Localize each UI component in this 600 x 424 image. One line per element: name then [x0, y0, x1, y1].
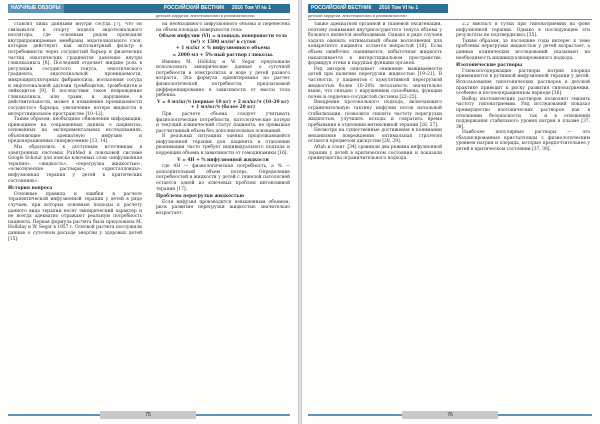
paragraph: Если инфузия производится повышенным объемом, риск развития перегрузки жидкостью значительно возрастает. — [156, 199, 290, 216]
page-footer — [0, 409, 298, 421]
journal-subtitle: детской хирургии, анестезиологии и реаниматологии — [308, 13, 407, 18]
issue-label: 2016 Том VI № 1 — [378, 5, 419, 11]
section-heading: Проблема перегрузки жидкостью — [156, 194, 244, 200]
journal-subtitle: детской хирургии, анестезиологии и реаниматологии — [156, 13, 255, 18]
paragraph: Таким образом, за последние годы интерес к теме проблемы перегрузки жидкостью у детей возрастает, а данные клинических исследований указывают на необходимость индивидуализированного подхода. — [456, 38, 590, 61]
text-column-2 — [456, 22, 590, 404]
running-header — [8, 4, 290, 13]
footer-bar — [8, 414, 100, 416]
paragraph: Глюкозосодержащие растворы натрия хлорида применяются в рутинной инфузионной терапии у детей. Использование гипотонических растворов в детской практике приводит к риску развития гипонатриемии, особенно в послеоперационном периоде [36]. — [456, 68, 590, 97]
paragraph: Таким образом, необходимо обновление информации, приводимое на сокращенных данных о пациентах, основанных на экспериментальных исследованиях, объясняющие адекватную инфузию и предоперационных гиперволемию [13, 14]. — [8, 117, 142, 145]
section-heading: История вопроса — [8, 186, 53, 192]
formula: + 1 мл/кг × % инфузионного объема — [175, 46, 270, 52]
paragraph: ставлял лишь данными внутри сосуда [7], что он связывался к спорту моделя эндотелиального изолятора, где основным рядом проводили внутрипроницаемые мембраны эндотелиального слоя, которые действуют как эксплантрный фильтр в потребовинсти через сосудистый барьер и физических частиц онкотических градиентов давление внутри гликокаликса [8]. Последний отделяет жидкие роль в регуляции сосудистого тонуса, онкотического градиента, эндотелиальной проницаемости, микроциркуляторных фибринолиза, воспаления сосуда и эндотелиальной адгезии тромбоцитов, тромбоцитов и лейкоцитов [9]. В последствии такое повреждение гликокаликса, или травм, и нарушение, в действительности, может в повышение проницаемости сосудистого барьера, увеличение потери жидкости в интерстициальное пространство [10–12]. — [8, 22, 142, 117]
paragraph: Aftab и соавт. [34] сравнили два режима инфузионной терапии у детей в критическом состоянии и показали преимущества ограничительного подхода. — [308, 145, 442, 162]
formula: Объем инфузии (Vl) = площадь поверхности тела (м²) × 1500 мл/м² в сутки — [158, 34, 288, 45]
paragraph: При расчете объема следует учитывать физиологические потребности, патологические потери и текущий клинический статус пациента, не превышая рассчитанный объем без дополнительных оснований. — [156, 111, 290, 134]
page-number: 76 — [402, 411, 498, 419]
paragraph: 2,2 ммоль/л в сутки при гипонатриемии на фоне инфузионной терапии. Однако в последующем эти результаты не подтвердились [35]. — [456, 22, 590, 39]
issue-label: 2016 Том VI № 1 — [231, 5, 272, 11]
formula: V = 4Н + % инфузионной жидкости — [177, 157, 269, 163]
paragraph: также адекватной органной и тканевой оксигенации, поэтому понимание внутрисосудистого тонуса объема у больного является необходимым. Однако в ряде случаев задача оценить оптимальный объем восполнения для конкретного пациента остается непростой [18]. Если объем ошибочно оценивается, избыточная жидкость накапливается в интерстициальном пространстве, формируя отеки и нарушая функции органов. — [308, 22, 442, 67]
header-rule — [308, 19, 592, 20]
right-page — [302, 0, 600, 424]
paragraph: Выбор изотонических растворов позволяет снизить частоту гипонатриемии. Ряд исследований показал преимущество изотонических растворов как в отношении безопасности, так и в отношении поддержания стабильного уровня натрия в плазме [37, 38]. — [456, 96, 590, 130]
formula: V = 4 мл/кг/ч (первые 10 кг) + 2 мл/кг/ч (10–20 кг) + 1 мл/кг/ч (более 20 кг) — [157, 99, 289, 111]
article-columns — [0, 22, 298, 404]
paragraph: Внедрение протокольного подхода, включающего ограничительную тактику инфузии после начальной стабилизации, позволило снизить частоту перегрузки жидкостью, улучшить исходы и сократить время пребывания в отделении интенсивной терапии [26, 27]. — [308, 100, 442, 128]
text-column-2 — [156, 22, 290, 404]
formula: = 2000 мл + 5%-ный раствор глюкозы. — [172, 52, 274, 58]
section-heading: Изотонические растворы — [456, 63, 523, 69]
paragraph: Мы обратились к доступным источникам в электронных системах PubMed и поисковой системе Google Scholar для поиска ключевых слов «инфузионная терапия», «жидкость», «перегрузка жидкостью», «осмотические растворы», «кристаллоиды», инфузионная терапия у детей в критических состояниях». — [8, 145, 142, 184]
journal-title: РОССИЙСКИЙ ВЕСТНИК — [311, 5, 372, 11]
footer-bar — [498, 414, 592, 416]
paragraph: В реальных ситуациях оценка продолжающейся инфузионной терапии для пациента в отделении реанимации часто требует индивидуального подхода и коррекции объема в зависимости от гемодинамики [16]. — [156, 134, 290, 157]
paragraph: Наиболее популярные растворы — это сбалансированные кристаллоиды с физиологическим уровнем натрия и хлорида, которые предпочтительнее у детей в критическом состоянии [37, 38]. — [456, 130, 590, 153]
page-number: 75 — [100, 411, 196, 419]
text-column-1 — [308, 22, 442, 404]
running-header — [308, 4, 448, 13]
paragraph: Ряд авторов описывает снижение выживаемости детей при наличии перегрузки жидкостью [19–21]. В частности, у пациентов с кумулятивной перегрузкой жидкостью более 10–20% летальность значительно выше, что связано с нарушением газообмена, функции почек и сердечно-сосудистой системы [22–25]. — [308, 66, 442, 100]
paragraph: Основные правила и ошибки в расчете терапевтической инфузионной терапии у детей в ряде случаев, при которых основные подходы к расчету данного вида терапии носят эмпирический характер и не всегда адекватно отражают реальную потребность пациента. Первая формула расчета была предложена M. Holliday и W. Segar в 1957 г. Основой расчета послужили данные о суточном расходе энергии у здоровых детей [15]. — [8, 191, 142, 242]
footer-bar — [308, 414, 402, 416]
paragraph: Несмотря на существенные достижения в понимании механизмов повреждения, оптимальная стратегия остается предметом дискуссии [28, 29]. — [308, 128, 442, 145]
text-column-1 — [8, 22, 142, 404]
paragraph: Именно M. Holliday и W. Segar предложили использовать эмпирические данные о суточной потребности в электролитах и воде у детей разного возраста. Эта формула ориентирована на расчет физиологической потребности, предлагаемой дифференцированно в зависимости от массы тела ребенка. — [156, 59, 290, 99]
article-columns — [302, 22, 600, 404]
footer-bar — [196, 414, 290, 416]
paragraph: на необходимого инфузионного объема и перенесена на объем площадь поверхности тела: — [156, 22, 290, 33]
journal-title: РОССИЙСКИЙ ВЕСТНИК — [163, 5, 225, 11]
section-label: НАУЧНЫЕ ОБЗОРЫ — [8, 4, 64, 13]
left-page — [0, 0, 298, 424]
paragraph: где 4Н — физиологическая потребность, а % — дополнительный объем потерь. Определение потребностей в жидкости у детей с тяжелой патологией остается одной из ключевых проблем интенсивной терапии [17]. — [156, 164, 290, 192]
page-footer — [302, 409, 600, 421]
header-rule — [8, 19, 290, 20]
